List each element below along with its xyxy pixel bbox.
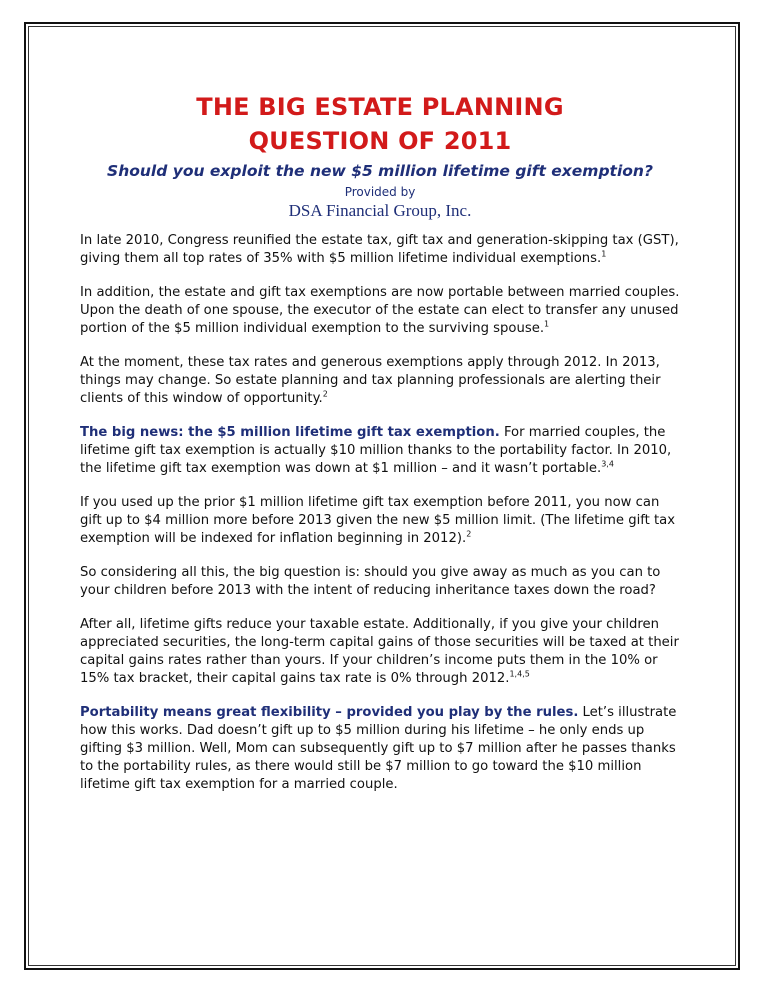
paragraph-text: For married couples, the lifetime gift tax exemption is actually $10 million thanks to the portability factor. In 2010, the lifetime gift tax exemption was down at $1 million – and it wasn’t portable. xyxy=(80,425,672,476)
paragraph-lead-heading: The big news: the $5 million lifetime gift tax exemption. xyxy=(80,425,500,440)
paragraph xyxy=(80,424,680,478)
footnote-ref: 3,4 xyxy=(601,459,614,469)
paragraph xyxy=(80,354,680,408)
footnote-ref: 1 xyxy=(544,319,550,329)
paragraph-text: Let’s illustrate how this works. Dad doesn’t gift up to $5 million during his lifetime – he only ends up gifting $3 million. Well, Mom can subsequently gift up to $7 million after he passes thanks to the portability rules, as there would still be $7 million to go toward the $10 million lifetime gift tax exemption for a married couple. xyxy=(80,705,677,792)
document-body xyxy=(80,90,680,810)
document-title xyxy=(80,90,680,158)
paragraph xyxy=(80,704,680,794)
paragraph-text: In late 2010, Congress reunified the estate tax, gift tax and generation-skipping tax (GST), giving them all top rates of 35% with $5 million lifetime individual exemptions. xyxy=(80,233,679,266)
footnote-ref: 2 xyxy=(466,529,472,539)
paragraph-text: In addition, the estate and gift tax exemptions are now portable between married couples. Upon the death of one spouse, the executor of the estate can elect to transfer any unused portion of the $5 million individual exemption to the surviving spouse. xyxy=(80,285,680,336)
title-line-1: THE BIG ESTATE PLANNING xyxy=(196,93,564,121)
paragraph-text: If you used up the prior $1 million lifetime gift tax exemption before 2011, you now can gift up to $4 million more before 2013 given the new $5 million limit. (The lifetime gift tax exemption will be indexed for inflation beginning in 2012). xyxy=(80,495,676,546)
paragraph-list xyxy=(80,232,680,794)
title-line-2: QUESTION OF 2011 xyxy=(248,127,512,155)
document-subtitle: Should you exploit the new $5 million lifetime gift exemption? xyxy=(107,162,653,180)
paragraph-text: At the moment, these tax rates and generous exemptions apply through 2012. In 2013, things may change. So estate planning and tax planning professionals are alerting their clients of this window of opportunity. xyxy=(80,355,661,406)
paragraph-text: After all, lifetime gifts reduce your taxable estate. Additionally, if you give your children appreciated securities, the long-term capital gains of those securities will be taxed at their capital gains rates rather than yours. If your children’s income puts them in the 10% or 15% tax bracket, their capital gains tax rate is 0% through 2012. xyxy=(80,617,679,686)
provided-by-label: Provided by xyxy=(344,185,416,199)
paragraph xyxy=(80,494,680,548)
paragraph xyxy=(80,564,680,600)
paragraph-lead-heading: Portability means great flexibility – provided you play by the rules. xyxy=(80,705,579,720)
footnote-ref: 1 xyxy=(601,249,607,259)
paragraph xyxy=(80,284,680,338)
footnote-ref: 1,4,5 xyxy=(509,669,530,679)
paragraph xyxy=(80,232,680,268)
paragraph xyxy=(80,616,680,688)
footnote-ref: 2 xyxy=(322,389,328,399)
company-name: DSA Financial Group, Inc. xyxy=(288,201,472,220)
paragraph-text: So considering all this, the big question is: should you give away as much as you can to your children before 2013 with the intent of reducing inheritance taxes down the road? xyxy=(80,565,661,598)
